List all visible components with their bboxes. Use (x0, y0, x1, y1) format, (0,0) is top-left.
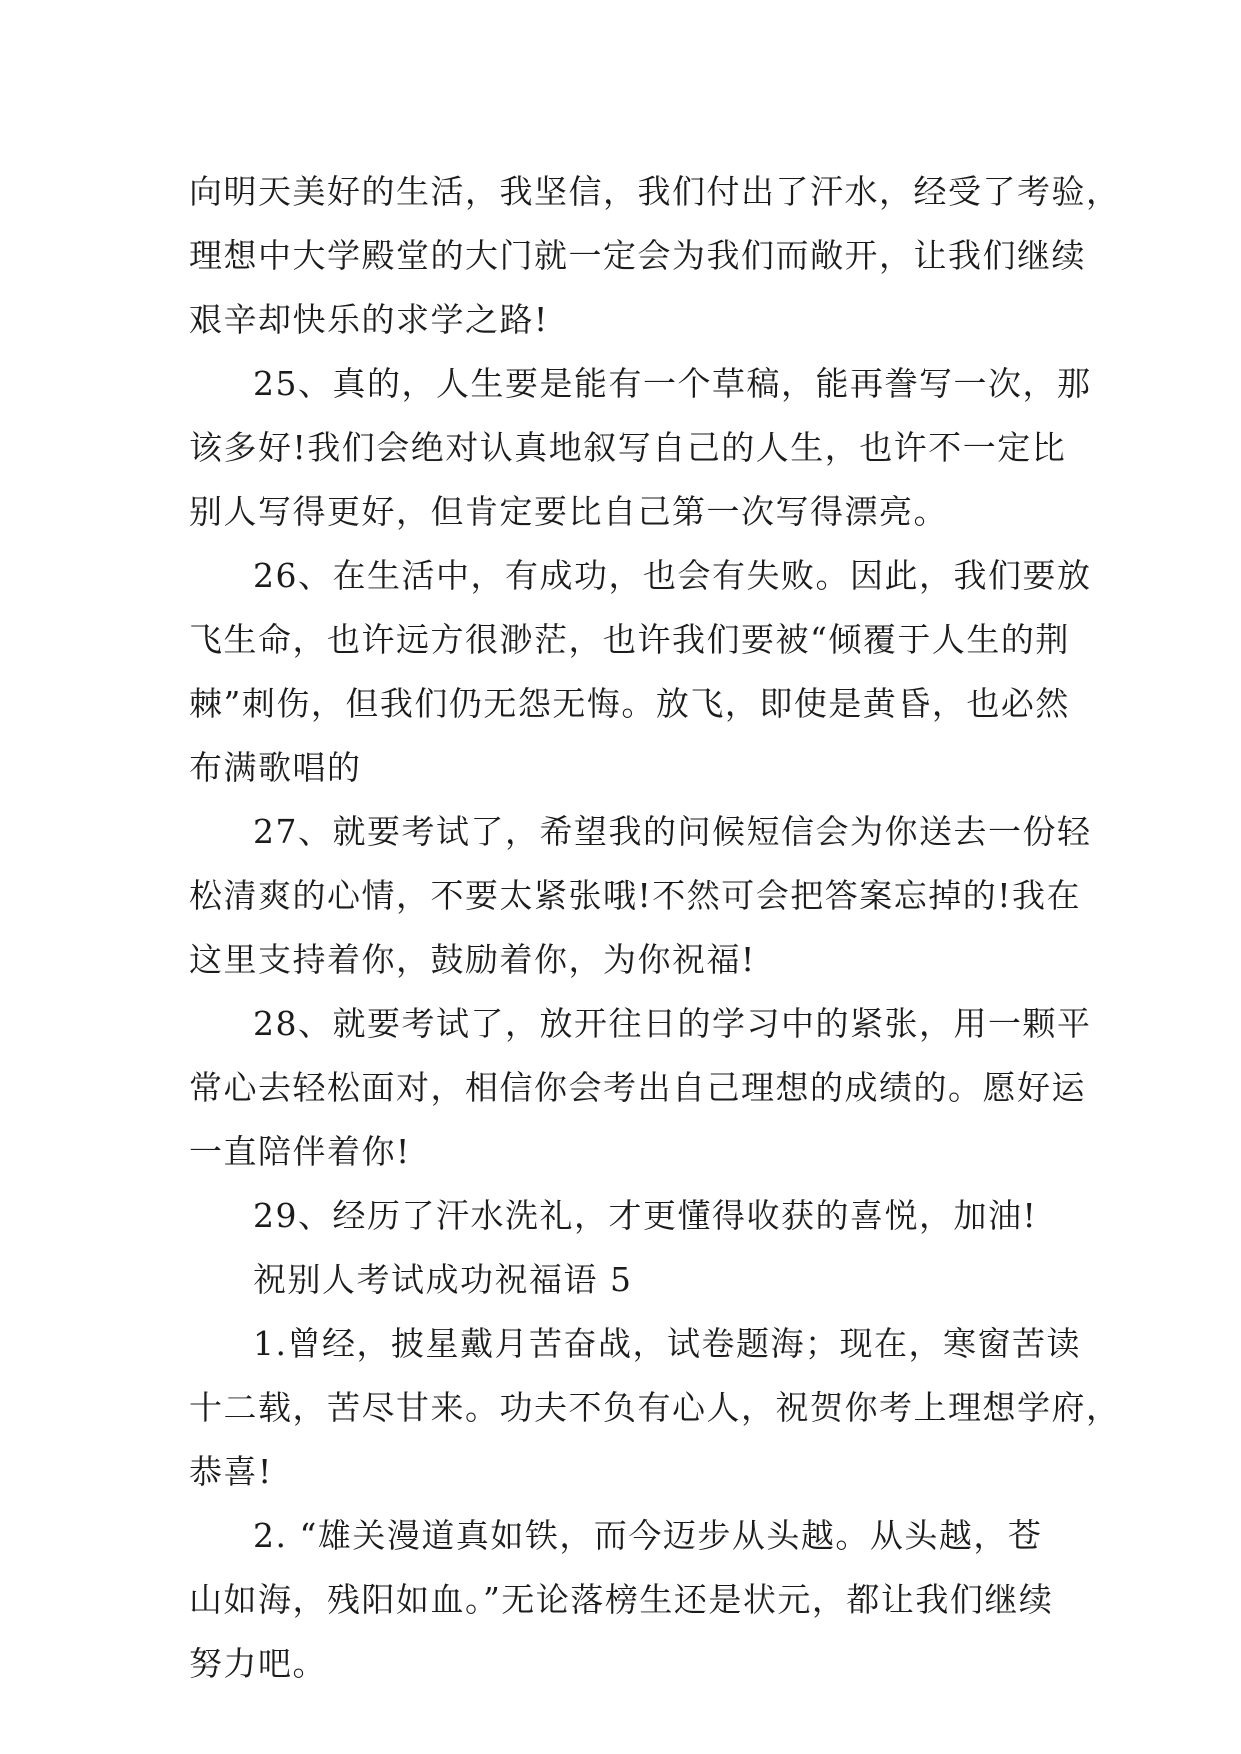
text-line: 常心去轻松面对，相信你会考出自己理想的成绩的。愿好运 (189, 1068, 1086, 1107)
text-line: 向明天美好的生活，我坚信，我们付出了汗水，经受了考验， (189, 172, 1121, 211)
paragraph-27-start: 27、就要考试了，希望我的问候短信会为你送去一份轻 (253, 812, 1092, 851)
text-line: 山如海，残阳如血。”无论落榜生还是状元，都让我们继续 (189, 1580, 1054, 1619)
paragraph-26-start: 26、在生活中，有成功，也会有失败。因此，我们要放 (253, 556, 1092, 595)
text-line: 艰辛却快乐的求学之路! (189, 300, 549, 339)
text-line: 松清爽的心情，不要太紧张哦!不然可会把答案忘掉的!我在 (189, 876, 1082, 915)
document-body (189, 160, 1121, 1696)
section-heading: 祝别人考试成功祝福语 5 (253, 1260, 633, 1299)
paragraph-2-start: 2. “雄关漫道真如铁，而今迈步从头越。从头越，苍 (253, 1516, 1043, 1555)
paragraph-28-start: 28、就要考试了，放开往日的学习中的紧张，用一颗平 (253, 1004, 1092, 1043)
text-line: 这里支持着你，鼓励着你，为你祝福! (189, 940, 756, 979)
text-line: 别人写得更好，但肯定要比自己第一次写得漂亮。 (189, 492, 948, 531)
text-line: 理想中大学殿堂的大门就一定会为我们而敞开，让我们继续 (189, 236, 1086, 275)
text-line: 飞生命，也许远方很渺茫，也许我们要被“倾覆于人生的荆 (189, 620, 1070, 659)
paragraph-1-start: 1.曾经，披星戴月苦奋战，试卷题海；现在，寒窗苦读 (253, 1324, 1081, 1363)
text-line: 布满歌唱的 (189, 748, 362, 787)
paragraph-25-start: 25、真的，人生要是能有一个草稿，能再誊写一次，那 (253, 364, 1092, 403)
text-line: 棘”刺伤，但我们仍无怨无悔。放飞，即使是黄昏，也必然 (189, 684, 1070, 723)
text-line: 恭喜! (189, 1452, 273, 1491)
text-line: 该多好!我们会绝对认真地叙写自己的人生，也许不一定比 (189, 428, 1067, 467)
text-line: 一直陪伴着你! (189, 1132, 411, 1171)
paragraph-29-start: 29、经历了汗水洗礼，才更懂得收获的喜悦，加油! (253, 1196, 1038, 1235)
text-line: 努力吧。 (189, 1644, 327, 1683)
text-line: 十二载，苦尽甘来。功夫不负有心人，祝贺你考上理想学府， (189, 1388, 1121, 1427)
